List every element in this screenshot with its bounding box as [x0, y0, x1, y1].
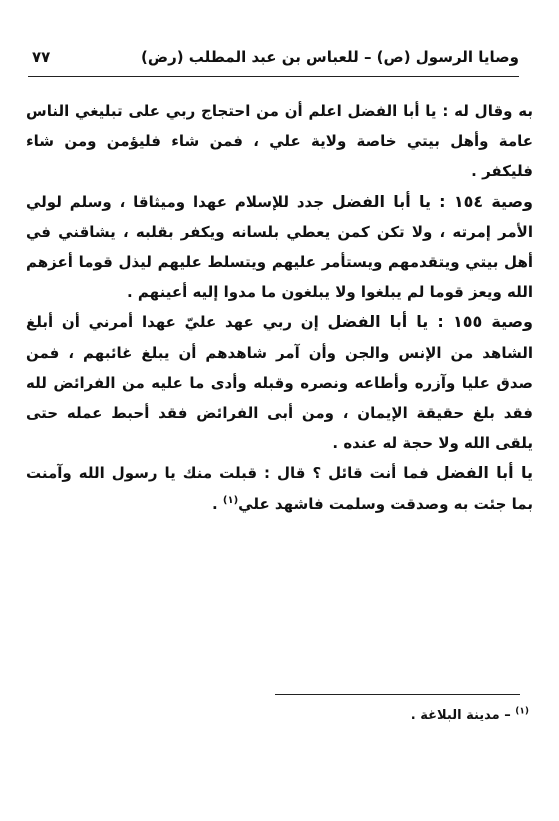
footnote-reference: (١) — [222, 494, 239, 506]
paragraph-final-end: . — [211, 494, 223, 513]
page-number: ٧٧ — [32, 48, 51, 66]
paragraph-154-label: وصية ١٥٤ : يا أبا الفضل — [331, 191, 533, 211]
paragraph-1 — [26, 96, 533, 187]
footnote — [411, 708, 529, 723]
paragraph-final-text: فما أنت قائل ؟ قال : قبلت منك يا رسول الله وآمنت بما جئت به وصدقت وسلمت فاشهد علي — [26, 464, 533, 513]
footnote-marker: (١) — [515, 706, 529, 717]
main-text — [26, 96, 533, 519]
paragraph-1-text: به وقال له : يا أبا الفضل اعلم أن من احتجاج ربي على تبليغي الناس عامة وأهل بيتي خاصة ولاية علي ، فمن شاء فليؤمن ومن شاء فليكفر . — [26, 102, 533, 181]
paragraph-155-label: وصية ١٥٥ : يا أبا الفضل — [327, 312, 534, 332]
paragraph-155 — [26, 307, 533, 458]
running-header — [28, 44, 519, 77]
footnote-divider — [275, 694, 520, 695]
paragraph-final — [26, 458, 533, 518]
paragraph-154 — [26, 187, 533, 308]
header-title: وصايا الرسول (ص) – للعباس بن عبد المطلب (رض) — [141, 48, 519, 66]
paragraph-154-text: جدد للإسلام عهدا وميثاقا ، وسلم لولي الأمر إمرته ، ولا تكن كمن يعطي بلسانه ويكفر بقلبه ، يشاقني في أهل بيتي ويتقدمهم ويستأمر عليهم ويتسلط عليهم ليذل قوما أعزهم الله ويعز قوما لم يبلغوا ولا يبلغون ما مدوا إليه أعينهم . — [26, 192, 533, 302]
footnote-text: – مدينة البلاغة . — [410, 708, 516, 723]
paragraph-final-label: يا أبا الفضل — [435, 463, 533, 483]
paragraph-155-text: إن ربي عهد عليّ عهدا أمرني أن أبلغ الشاهد من الإنس والجن وأن آمر شاهدهم أن يبلغ غائبهم ، فمن صدق عليا وآزره وأطاعه ونصره وقبله وأدى ما عليه من الفرائض لله فقد بلغ حقيقة الإيمان ، ومن أبى الفرائض فقد أحبط عمله حتى يلقى الله ولا حجة له عنده . — [26, 313, 533, 453]
